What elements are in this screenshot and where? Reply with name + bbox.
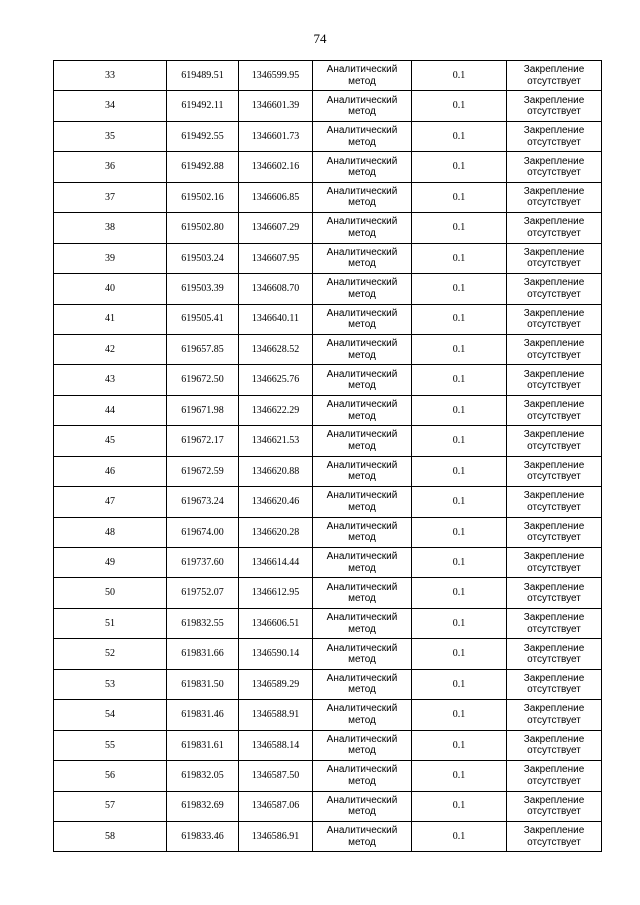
fixation-cell-line: Закрепление	[523, 277, 585, 289]
fixation-cell	[507, 608, 602, 638]
error-cell: 0.1	[412, 182, 507, 212]
fixation-cell-line: отсутствует	[527, 654, 581, 666]
table-row	[54, 639, 602, 669]
fixation-cell	[507, 761, 602, 791]
table-row	[54, 304, 602, 334]
method-cell-line: метод	[348, 623, 376, 635]
method-cell-line: метод	[348, 167, 376, 179]
method-cell-line: метод	[348, 654, 376, 666]
fixation-cell-line: Закрепление	[523, 520, 585, 532]
error-cell: 0.1	[412, 548, 507, 578]
fixation-cell	[507, 395, 602, 425]
fixation-cell	[507, 821, 602, 851]
method-cell	[313, 669, 412, 699]
x-coordinate-cell: 619831.46	[167, 700, 239, 730]
fixation-cell-line: отсутствует	[527, 319, 581, 331]
y-coordinate-cell: 1346612.95	[239, 578, 313, 608]
error-cell: 0.1	[412, 700, 507, 730]
table-row	[54, 669, 602, 699]
y-coordinate-cell: 1346590.14	[239, 639, 313, 669]
fixation-cell-line: отсутствует	[527, 106, 581, 118]
point-number-cell: 52	[54, 639, 167, 669]
x-coordinate-cell: 619832.55	[167, 608, 239, 638]
y-coordinate-cell: 1346601.39	[239, 91, 313, 121]
table-body	[54, 61, 602, 852]
fixation-cell-line: Закрепление	[523, 490, 585, 502]
fixation-cell	[507, 334, 602, 364]
fixation-cell	[507, 791, 602, 821]
fixation-cell	[507, 121, 602, 151]
method-cell	[313, 365, 412, 395]
fixation-cell-line: Закрепление	[523, 581, 585, 593]
error-cell: 0.1	[412, 669, 507, 699]
method-cell	[313, 243, 412, 273]
method-cell-line: метод	[348, 75, 376, 87]
fixation-cell-line: отсутствует	[527, 806, 581, 818]
fixation-cell-line: Закрепление	[523, 64, 585, 76]
fixation-cell-line: отсутствует	[527, 380, 581, 392]
y-coordinate-cell: 1346640.11	[239, 304, 313, 334]
method-cell-line: Аналитический	[326, 794, 398, 806]
method-cell-line: метод	[348, 836, 376, 848]
point-number-cell: 43	[54, 365, 167, 395]
method-cell-line: метод	[348, 380, 376, 392]
method-cell-line: Аналитический	[326, 459, 398, 471]
point-number-cell: 58	[54, 821, 167, 851]
table-row	[54, 334, 602, 364]
method-cell-line: Аналитический	[326, 642, 398, 654]
fixation-cell-line: Закрепление	[523, 794, 585, 806]
table-row	[54, 243, 602, 273]
fixation-cell	[507, 487, 602, 517]
fixation-cell-line: отсутствует	[527, 562, 581, 574]
fixation-cell-line: отсутствует	[527, 471, 581, 483]
method-cell-line: Аналитический	[326, 246, 398, 258]
fixation-cell-line: отсутствует	[527, 684, 581, 696]
method-cell-line: метод	[348, 806, 376, 818]
method-cell	[313, 274, 412, 304]
fixation-cell	[507, 548, 602, 578]
y-coordinate-cell: 1346608.70	[239, 274, 313, 304]
method-cell	[313, 304, 412, 334]
point-number-cell: 54	[54, 700, 167, 730]
table-row	[54, 517, 602, 547]
method-cell-line: Аналитический	[326, 429, 398, 441]
x-coordinate-cell: 619832.05	[167, 761, 239, 791]
method-cell-line: метод	[348, 471, 376, 483]
point-number-cell: 33	[54, 61, 167, 91]
x-coordinate-cell: 619737.60	[167, 548, 239, 578]
table-row	[54, 761, 602, 791]
fixation-cell-line: отсутствует	[527, 623, 581, 635]
method-cell-line: Аналитический	[326, 672, 398, 684]
x-coordinate-cell: 619505.41	[167, 304, 239, 334]
fixation-cell	[507, 669, 602, 699]
y-coordinate-cell: 1346588.14	[239, 730, 313, 760]
y-coordinate-cell: 1346587.06	[239, 791, 313, 821]
point-number-cell: 53	[54, 669, 167, 699]
method-cell-line: метод	[348, 501, 376, 513]
x-coordinate-cell: 619671.98	[167, 395, 239, 425]
point-number-cell: 48	[54, 517, 167, 547]
fixation-cell-line: отсутствует	[527, 532, 581, 544]
method-cell-line: Аналитический	[326, 307, 398, 319]
fixation-cell-line: Закрепление	[523, 459, 585, 471]
fixation-cell-line: Закрепление	[523, 764, 585, 776]
y-coordinate-cell: 1346587.50	[239, 761, 313, 791]
error-cell: 0.1	[412, 426, 507, 456]
method-cell	[313, 213, 412, 243]
fixation-cell-line: отсутствует	[527, 593, 581, 605]
y-coordinate-cell: 1346622.29	[239, 395, 313, 425]
method-cell-line: метод	[348, 106, 376, 118]
method-cell-line: метод	[348, 532, 376, 544]
point-number-cell: 36	[54, 152, 167, 182]
error-cell: 0.1	[412, 304, 507, 334]
x-coordinate-cell: 619831.50	[167, 669, 239, 699]
x-coordinate-cell: 619502.80	[167, 213, 239, 243]
table-row	[54, 274, 602, 304]
point-number-cell: 45	[54, 426, 167, 456]
table-row	[54, 91, 602, 121]
fixation-cell-line: отсутствует	[527, 288, 581, 300]
fixation-cell-line: Закрепление	[523, 246, 585, 258]
y-coordinate-cell: 1346601.73	[239, 121, 313, 151]
error-cell: 0.1	[412, 761, 507, 791]
table-row	[54, 365, 602, 395]
error-cell: 0.1	[412, 639, 507, 669]
table-row	[54, 182, 602, 212]
x-coordinate-cell: 619503.24	[167, 243, 239, 273]
fixation-cell	[507, 578, 602, 608]
y-coordinate-cell: 1346607.95	[239, 243, 313, 273]
method-cell-line: Аналитический	[326, 551, 398, 563]
fixation-cell-line: Закрепление	[523, 642, 585, 654]
error-cell: 0.1	[412, 334, 507, 364]
y-coordinate-cell: 1346586.91	[239, 821, 313, 851]
method-cell	[313, 456, 412, 486]
method-cell-line: Аналитический	[326, 338, 398, 350]
fixation-cell-line: отсутствует	[527, 836, 581, 848]
method-cell-line: метод	[348, 684, 376, 696]
x-coordinate-cell: 619672.50	[167, 365, 239, 395]
error-cell: 0.1	[412, 121, 507, 151]
y-coordinate-cell: 1346614.44	[239, 548, 313, 578]
method-cell-line: метод	[348, 197, 376, 209]
y-coordinate-cell: 1346607.29	[239, 213, 313, 243]
y-coordinate-cell: 1346620.28	[239, 517, 313, 547]
method-cell-line: Аналитический	[326, 277, 398, 289]
fixation-cell-line: Закрепление	[523, 216, 585, 228]
y-coordinate-cell: 1346628.52	[239, 334, 313, 364]
method-cell-line: Аналитический	[326, 612, 398, 624]
fixation-cell	[507, 213, 602, 243]
error-cell: 0.1	[412, 213, 507, 243]
fixation-cell	[507, 365, 602, 395]
fixation-cell-line: отсутствует	[527, 136, 581, 148]
y-coordinate-cell: 1346599.95	[239, 61, 313, 91]
fixation-cell-line: отсутствует	[527, 197, 581, 209]
method-cell-line: Аналитический	[326, 94, 398, 106]
fixation-cell	[507, 182, 602, 212]
fixation-cell-line: отсутствует	[527, 167, 581, 179]
method-cell	[313, 578, 412, 608]
method-cell-line: метод	[348, 349, 376, 361]
page-number: 74	[313, 31, 327, 46]
y-coordinate-cell: 1346620.88	[239, 456, 313, 486]
table-row	[54, 152, 602, 182]
table-row	[54, 61, 602, 91]
fixation-cell	[507, 730, 602, 760]
method-cell-line: метод	[348, 562, 376, 574]
fixation-cell-line: Закрепление	[523, 125, 585, 137]
fixation-cell-line: Закрепление	[523, 368, 585, 380]
table-row	[54, 121, 602, 151]
x-coordinate-cell: 619831.61	[167, 730, 239, 760]
fixation-cell-line: отсутствует	[527, 745, 581, 757]
method-cell	[313, 426, 412, 456]
method-cell-line: Аналитический	[326, 490, 398, 502]
point-number-cell: 41	[54, 304, 167, 334]
point-number-cell: 51	[54, 608, 167, 638]
fixation-cell-line: отсутствует	[527, 714, 581, 726]
method-cell-line: метод	[348, 440, 376, 452]
table-row	[54, 213, 602, 243]
fixation-cell-line: Закрепление	[523, 825, 585, 837]
fixation-cell-line: Закрепление	[523, 338, 585, 350]
method-cell-line: метод	[348, 319, 376, 331]
error-cell: 0.1	[412, 608, 507, 638]
fixation-cell-line: отсутствует	[527, 258, 581, 270]
method-cell-line: Аналитический	[326, 185, 398, 197]
error-cell: 0.1	[412, 61, 507, 91]
fixation-cell-line: отсутствует	[527, 775, 581, 787]
fixation-cell	[507, 456, 602, 486]
point-number-cell: 42	[54, 334, 167, 364]
fixation-cell	[507, 243, 602, 273]
x-coordinate-cell: 619833.46	[167, 821, 239, 851]
fixation-cell-line: Закрепление	[523, 399, 585, 411]
method-cell	[313, 639, 412, 669]
method-cell	[313, 761, 412, 791]
fixation-cell-line: отсутствует	[527, 440, 581, 452]
error-cell: 0.1	[412, 821, 507, 851]
error-cell: 0.1	[412, 365, 507, 395]
fixation-cell-line: отсутствует	[527, 410, 581, 422]
error-cell: 0.1	[412, 274, 507, 304]
method-cell	[313, 608, 412, 638]
point-number-cell: 38	[54, 213, 167, 243]
point-number-cell: 47	[54, 487, 167, 517]
method-cell-line: метод	[348, 775, 376, 787]
x-coordinate-cell: 619492.11	[167, 91, 239, 121]
y-coordinate-cell: 1346606.51	[239, 608, 313, 638]
method-cell-line: Аналитический	[326, 216, 398, 228]
x-coordinate-cell: 619502.16	[167, 182, 239, 212]
method-cell-line: Аналитический	[326, 764, 398, 776]
error-cell: 0.1	[412, 243, 507, 273]
method-cell	[313, 395, 412, 425]
error-cell: 0.1	[412, 456, 507, 486]
fixation-cell-line: отсутствует	[527, 75, 581, 87]
point-number-cell: 49	[54, 548, 167, 578]
method-cell-line: метод	[348, 288, 376, 300]
x-coordinate-cell: 619674.00	[167, 517, 239, 547]
x-coordinate-cell: 619492.88	[167, 152, 239, 182]
fixation-cell-line: Закрепление	[523, 155, 585, 167]
method-cell-line: метод	[348, 410, 376, 422]
method-cell-line: Аналитический	[326, 825, 398, 837]
point-number-cell: 34	[54, 91, 167, 121]
y-coordinate-cell: 1346602.16	[239, 152, 313, 182]
method-cell	[313, 730, 412, 760]
point-number-cell: 39	[54, 243, 167, 273]
point-number-cell: 44	[54, 395, 167, 425]
method-cell-line: метод	[348, 258, 376, 270]
error-cell: 0.1	[412, 487, 507, 517]
point-number-cell: 50	[54, 578, 167, 608]
fixation-cell	[507, 61, 602, 91]
fixation-cell	[507, 304, 602, 334]
fixation-cell-line: Закрепление	[523, 307, 585, 319]
error-cell: 0.1	[412, 517, 507, 547]
method-cell	[313, 700, 412, 730]
method-cell	[313, 61, 412, 91]
fixation-cell	[507, 152, 602, 182]
fixation-cell	[507, 274, 602, 304]
method-cell-line: метод	[348, 714, 376, 726]
method-cell	[313, 517, 412, 547]
method-cell	[313, 334, 412, 364]
table-row	[54, 426, 602, 456]
method-cell	[313, 791, 412, 821]
table-row	[54, 608, 602, 638]
fixation-cell-line: Закрепление	[523, 703, 585, 715]
table-row	[54, 821, 602, 851]
method-cell-line: Аналитический	[326, 125, 398, 137]
y-coordinate-cell: 1346588.91	[239, 700, 313, 730]
method-cell	[313, 91, 412, 121]
point-number-cell: 55	[54, 730, 167, 760]
y-coordinate-cell: 1346625.76	[239, 365, 313, 395]
fixation-cell-line: Закрепление	[523, 551, 585, 563]
method-cell-line: Аналитический	[326, 520, 398, 532]
fixation-cell-line: отсутствует	[527, 349, 581, 361]
fixation-cell	[507, 426, 602, 456]
point-number-cell: 56	[54, 761, 167, 791]
y-coordinate-cell: 1346606.85	[239, 182, 313, 212]
method-cell	[313, 487, 412, 517]
method-cell-line: Аналитический	[326, 155, 398, 167]
table-row	[54, 730, 602, 760]
fixation-cell-line: Закрепление	[523, 672, 585, 684]
coordinates-table	[53, 60, 602, 852]
method-cell-line: метод	[348, 745, 376, 757]
fixation-cell-line: Закрепление	[523, 185, 585, 197]
point-number-cell: 40	[54, 274, 167, 304]
method-cell	[313, 121, 412, 151]
y-coordinate-cell: 1346621.53	[239, 426, 313, 456]
error-cell: 0.1	[412, 578, 507, 608]
method-cell	[313, 821, 412, 851]
method-cell	[313, 152, 412, 182]
x-coordinate-cell: 619489.51	[167, 61, 239, 91]
method-cell	[313, 182, 412, 212]
method-cell-line: метод	[348, 136, 376, 148]
x-coordinate-cell: 619752.07	[167, 578, 239, 608]
method-cell-line: Аналитический	[326, 399, 398, 411]
fixation-cell-line: отсутствует	[527, 501, 581, 513]
error-cell: 0.1	[412, 91, 507, 121]
method-cell-line: Аналитический	[326, 703, 398, 715]
x-coordinate-cell: 619831.66	[167, 639, 239, 669]
fixation-cell	[507, 517, 602, 547]
error-cell: 0.1	[412, 730, 507, 760]
error-cell: 0.1	[412, 152, 507, 182]
method-cell-line: Аналитический	[326, 733, 398, 745]
fixation-cell-line: Закрепление	[523, 612, 585, 624]
table-row	[54, 791, 602, 821]
x-coordinate-cell: 619657.85	[167, 334, 239, 364]
fixation-cell	[507, 91, 602, 121]
x-coordinate-cell: 619673.24	[167, 487, 239, 517]
method-cell-line: Аналитический	[326, 64, 398, 76]
point-number-cell: 37	[54, 182, 167, 212]
method-cell-line: Аналитический	[326, 368, 398, 380]
y-coordinate-cell: 1346620.46	[239, 487, 313, 517]
fixation-cell-line: Закрепление	[523, 94, 585, 106]
method-cell-line: метод	[348, 593, 376, 605]
x-coordinate-cell: 619503.39	[167, 274, 239, 304]
fixation-cell-line: отсутствует	[527, 227, 581, 239]
fixation-cell-line: Закрепление	[523, 733, 585, 745]
error-cell: 0.1	[412, 395, 507, 425]
error-cell: 0.1	[412, 791, 507, 821]
y-coordinate-cell: 1346589.29	[239, 669, 313, 699]
point-number-cell: 57	[54, 791, 167, 821]
x-coordinate-cell: 619672.59	[167, 456, 239, 486]
fixation-cell	[507, 639, 602, 669]
point-number-cell: 46	[54, 456, 167, 486]
table-row	[54, 395, 602, 425]
table-row	[54, 578, 602, 608]
table-row	[54, 700, 602, 730]
x-coordinate-cell: 619832.69	[167, 791, 239, 821]
fixation-cell	[507, 700, 602, 730]
method-cell	[313, 548, 412, 578]
table-row	[54, 548, 602, 578]
table-row	[54, 456, 602, 486]
point-number-cell: 35	[54, 121, 167, 151]
method-cell-line: метод	[348, 227, 376, 239]
x-coordinate-cell: 619492.55	[167, 121, 239, 151]
table-row	[54, 487, 602, 517]
x-coordinate-cell: 619672.17	[167, 426, 239, 456]
method-cell-line: Аналитический	[326, 581, 398, 593]
fixation-cell-line: Закрепление	[523, 429, 585, 441]
